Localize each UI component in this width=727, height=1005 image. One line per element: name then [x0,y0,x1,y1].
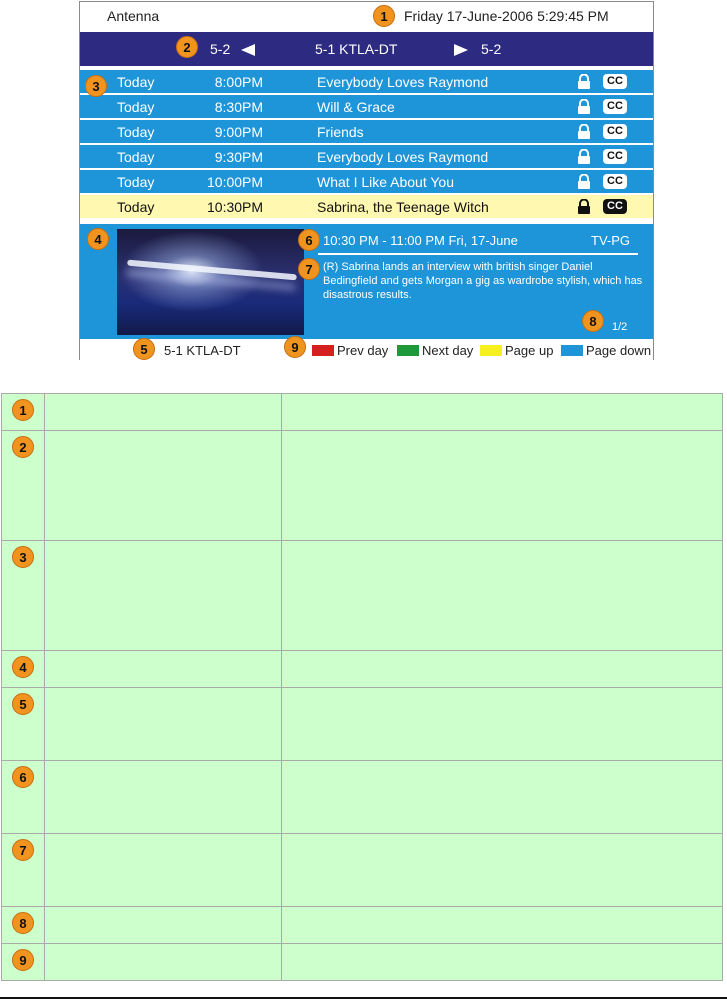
legend-row [2,907,723,944]
program-row[interactable] [80,170,653,193]
legend-description-cell [282,834,723,907]
program-row[interactable] [80,145,653,168]
page-indicator: 1/2 [612,321,628,333]
legend-number-cell [2,688,45,761]
legend-name-cell [45,944,282,981]
detail-time-range: 10:30 PM - 11:00 PM Fri, 17-June [323,233,518,248]
legend-number-cell [2,541,45,651]
preview-thumbnail [117,229,304,335]
rating-badge: TV-PG [591,233,631,248]
arrow-left-icon[interactable] [241,44,255,56]
program-row[interactable] [80,120,653,143]
program-day: Today [117,74,155,90]
callout-badge: 6 [298,229,320,251]
program-time: 9:30PM [214,149,263,165]
lock-icon [577,174,591,189]
legend-number-cell [2,651,45,688]
callout-badge: 3 [85,75,107,97]
callout-badge: 4 [87,228,109,250]
legend-row [2,688,723,761]
program-title: Sabrina, the Teenage Witch [317,199,489,215]
lock-icon [577,199,591,214]
program-row[interactable] [80,70,653,93]
legend-name-cell [45,761,282,834]
lock-icon [577,124,591,139]
legend-name-cell [45,834,282,907]
legend-name-cell [45,688,282,761]
program-day: Today [117,174,155,190]
bottom-bar [80,340,653,360]
next-channel-label[interactable]: 5-2 [481,41,502,57]
lock-icon [577,149,591,164]
legend-number-cell [2,761,45,834]
program-day: Today [117,124,155,140]
legend-description-cell [282,688,723,761]
legend-row [2,761,723,834]
next-day-label[interactable]: Next day [422,343,474,358]
legend-name-cell [45,651,282,688]
bottom-channel-label: 5-1 KTLA-DT [164,343,241,358]
current-channel-label: 5-1 KTLA-DT [315,41,398,57]
legend-badge: 9 [12,949,34,971]
cc-badge: CC [603,199,627,214]
legend-badge: 3 [12,546,34,568]
legend-number-cell [2,907,45,944]
program-description: (R) Sabrina lands an interview with british singer Daniel Bedingfield and gets Morgan a gig as wardrobe stylish, which has disastrous results. [323,261,643,301]
page-footer-rule [0,997,727,999]
legend-number-cell [2,834,45,907]
legend-name-cell [45,541,282,651]
legend-badge: 2 [12,436,34,458]
legend-badge: 5 [12,693,34,715]
legend-badge: 8 [12,912,34,934]
cc-badge: CC [603,149,627,164]
legend-description-cell [282,944,723,981]
legend-name-cell [45,431,282,541]
channel-bar [80,32,653,66]
cc-badge: CC [603,124,627,139]
callout-badge: 9 [284,336,306,358]
callout-badge: 2 [176,36,198,58]
legend-row [2,541,723,651]
program-day: Today [117,149,155,165]
callout-legend-table [1,393,723,981]
prev-day-label[interactable]: Prev day [337,343,389,358]
callout-badge: 7 [298,258,320,280]
legend-description-cell [282,541,723,651]
legend-description-cell [282,651,723,688]
legend-name-cell [45,394,282,431]
current-datetime: Friday 17-June-2006 5:29:45 PM [404,8,609,24]
program-detail-panel [80,224,653,339]
red-key-icon[interactable] [312,345,334,356]
page-up-label[interactable]: Page up [505,343,554,358]
guide-header [80,2,653,32]
program-title: Will & Grace [317,99,395,115]
program-title: Friends [317,124,364,140]
legend-badge: 1 [12,399,34,421]
green-key-icon[interactable] [397,345,419,356]
program-day: Today [117,99,155,115]
legend-row [2,394,723,431]
program-title: What I Like About You [317,174,454,190]
program-list [80,70,653,220]
legend-description-cell [282,907,723,944]
program-time: 9:00PM [214,124,263,140]
cc-badge: CC [603,74,627,89]
program-row-selected[interactable] [80,195,653,218]
program-time: 10:00PM [207,174,264,190]
legend-number-cell [2,394,45,431]
arrow-right-icon[interactable] [454,44,468,56]
program-row[interactable] [80,95,653,118]
callout-badge: 1 [373,5,395,27]
lock-icon [577,74,591,89]
yellow-key-icon[interactable] [480,345,502,356]
blue-key-icon[interactable] [561,345,583,356]
page-down-label[interactable]: Page down [586,343,652,358]
callout-badge: 8 [582,310,604,332]
legend-row [2,944,723,981]
program-title: Everybody Loves Raymond [317,149,489,165]
legend-row [2,651,723,688]
source-label: Antenna [107,8,160,24]
prev-channel-label[interactable]: 5-2 [210,41,231,57]
lock-icon [577,99,591,114]
legend-badge: 6 [12,766,34,788]
program-day: Today [117,199,155,215]
program-time: 8:00PM [214,74,263,90]
legend-description-cell [282,431,723,541]
legend-name-cell [45,907,282,944]
callout-badge: 5 [133,338,155,360]
legend-number-cell [2,431,45,541]
cc-badge: CC [603,99,627,114]
legend-row [2,431,723,541]
legend-number-cell [2,944,45,981]
program-title: Everybody Loves Raymond [317,74,489,90]
program-guide-screen [79,1,654,360]
legend-description-cell [282,761,723,834]
program-time: 10:30PM [207,199,264,215]
cc-badge: CC [603,174,627,189]
legend-row [2,834,723,907]
legend-description-cell [282,394,723,431]
legend-badge: 4 [12,656,34,678]
detail-divider [318,253,638,255]
legend-badge: 7 [12,839,34,861]
program-time: 8:30PM [214,99,263,115]
